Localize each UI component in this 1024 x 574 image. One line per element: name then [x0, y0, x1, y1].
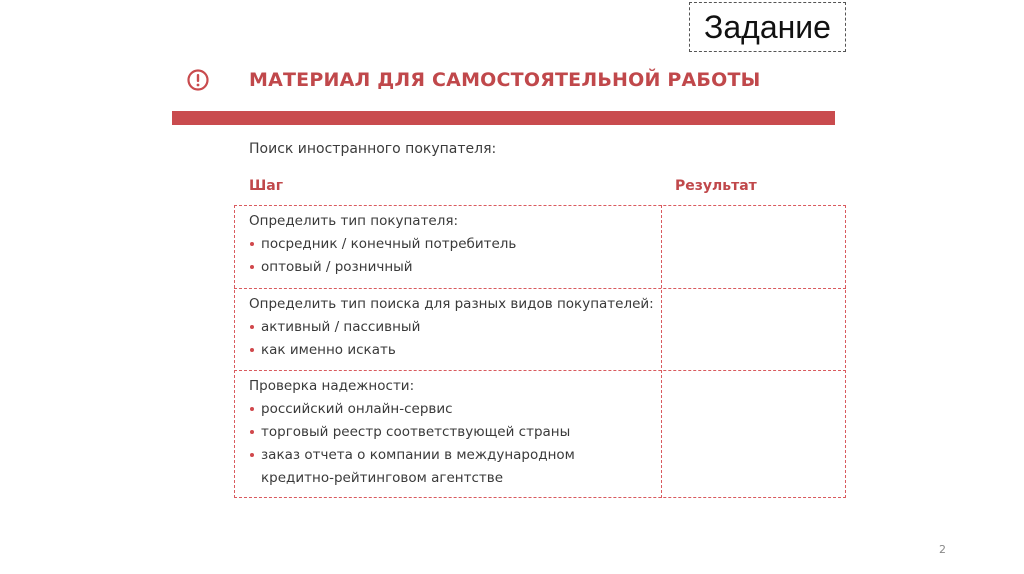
bullet-icon	[250, 348, 254, 352]
column-header-result: Результат	[675, 178, 757, 194]
list-item	[249, 233, 654, 256]
table-row	[249, 375, 654, 490]
list-item	[249, 339, 654, 362]
row-title: Определить тип покупателя:	[249, 213, 459, 229]
list-item	[249, 421, 654, 444]
table-subtitle: Поиск иностранного покупателя:	[249, 141, 497, 157]
row-title: Определить тип поиска для разных видов покупателей:	[249, 296, 654, 312]
list-item-text: заказ отчета о компании в международном	[261, 447, 575, 463]
bullet-list	[249, 316, 654, 362]
list-item-text: активный / пассивный	[261, 319, 421, 335]
list-item-text: посредник / конечный потребитель	[261, 236, 517, 252]
row-title: Проверка надежности:	[249, 378, 415, 394]
list-item	[249, 444, 654, 467]
list-item-text: российский онлайн-сервис	[261, 401, 453, 417]
table-column-divider	[661, 205, 662, 498]
section-heading: МАТЕРИАЛ ДЛЯ САМОСТОЯТЕЛЬНОЙ РАБОТЫ	[249, 69, 761, 91]
table-row-divider	[234, 370, 846, 371]
table-row-divider	[234, 288, 846, 289]
list-item	[249, 256, 654, 279]
slide-title: Задание	[689, 2, 846, 52]
list-item-text: торговый реестр соответствующей страны	[261, 424, 571, 440]
list-item-text: кредитно-рейтинговом агентстве	[261, 470, 504, 486]
list-item	[249, 316, 654, 339]
list-item-text: оптовый / розничный	[261, 259, 413, 275]
bullet-icon	[250, 265, 254, 269]
heading-divider-bar	[172, 111, 835, 125]
bullet-icon	[250, 407, 254, 411]
exclamation-circle-icon	[187, 69, 209, 91]
bullet-icon	[250, 430, 254, 434]
bullet-list	[249, 398, 654, 490]
page-number: 2	[939, 543, 946, 556]
bullet-list	[249, 233, 654, 279]
table-row	[249, 210, 654, 279]
list-item-text: как именно искать	[261, 342, 396, 358]
bullet-icon	[250, 242, 254, 246]
bullet-icon	[250, 325, 254, 329]
table-row	[249, 293, 654, 362]
list-item	[249, 467, 654, 490]
column-header-step: Шаг	[249, 178, 284, 194]
list-item	[249, 398, 654, 421]
bullet-icon	[250, 453, 254, 457]
